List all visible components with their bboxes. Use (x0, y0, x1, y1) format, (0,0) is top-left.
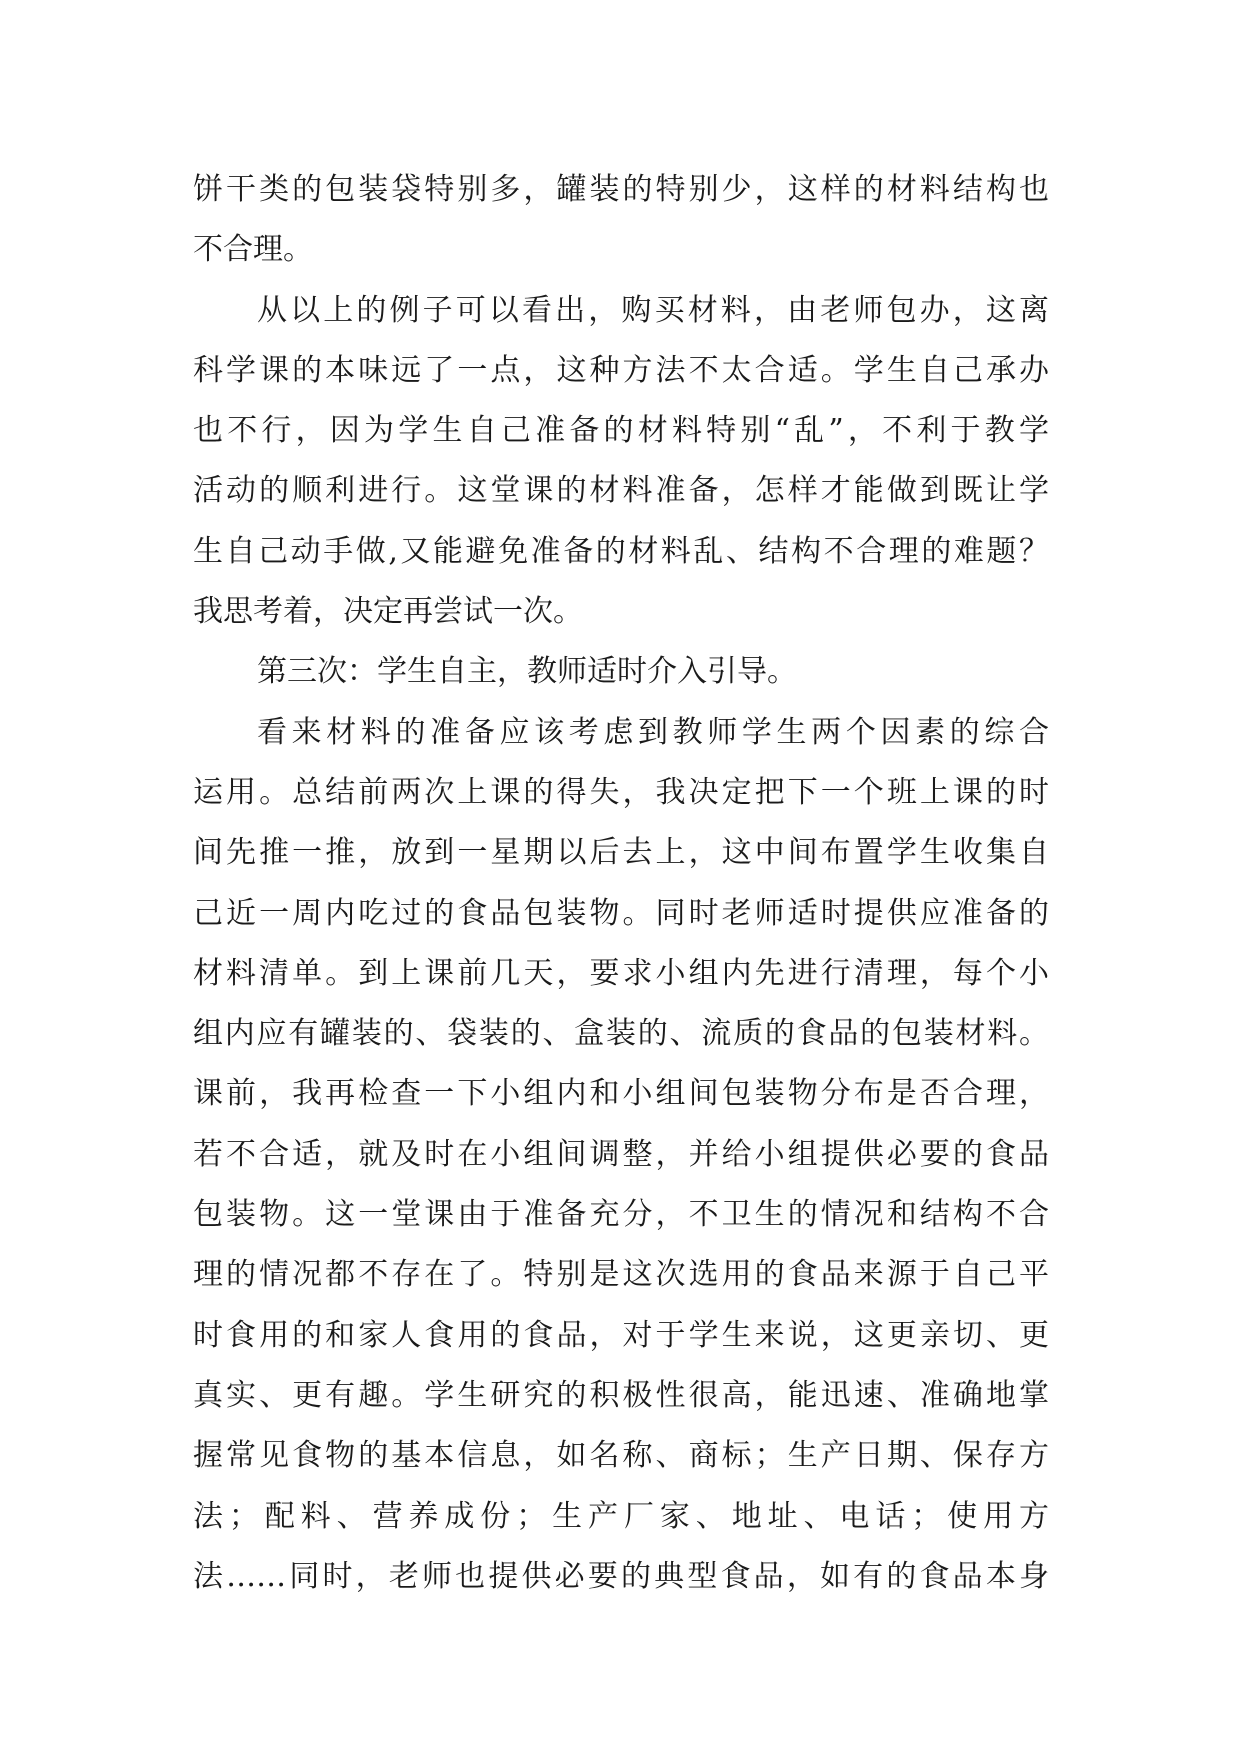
text-line: 组内应有罐装的、袋装的、盒装的、流质的食品的包装材料。 (193, 1016, 1049, 1052)
text-line: 活动的顺利进行。这堂课的材料准备，怎样才能做到既让学 (193, 473, 1049, 509)
text-line: 课前，我再检查一下小组内和小组间包装物分布是否合理， (193, 1076, 1049, 1112)
text-line: 材料清单。到上课前几天，要求小组内先进行清理，每个小 (193, 955, 1049, 991)
body-text (193, 160, 1049, 1607)
text-line: 理的情况都不存在了。特别是这次选用的食品来源于自己平 (193, 1257, 1049, 1293)
text-line: 法；配料、营养成份；生产厂家、地址、电话；使用方 (193, 1498, 1049, 1534)
text-line: 真实、更有趣。学生研究的积极性很高，能迅速、准确地掌 (193, 1377, 1049, 1413)
text-line: 间先推一推，放到一星期以后去上，这中间布置学生收集自 (193, 835, 1049, 871)
text-line: 第三次：学生自主，教师适时介入引导。 (257, 654, 797, 690)
text-line: 饼干类的包装袋特别多，罐装的特别少，这样的材料结构也 (193, 172, 1049, 207)
text-line: 运用。总结前两次上课的得失，我决定把下一个班上课的时 (193, 774, 1049, 810)
text-line: 若不合适，就及时在小组间调整，并给小组提供必要的食品 (193, 1136, 1049, 1172)
text-line: 我思考着，决定再尝试一次。 (193, 594, 583, 630)
text-line: 包装物。这一堂课由于准备充分，不卫生的情况和结构不合 (193, 1197, 1049, 1233)
text-line: 法……同时，老师也提供必要的典型食品，如有的食品本身 (193, 1558, 1049, 1594)
text-line: 己近一周内吃过的食品包装物。同时老师适时提供应准备的 (193, 895, 1049, 931)
text-line: 生自己动手做,又能避免准备的材料乱、结构不合理的难题？ (193, 533, 1049, 569)
text-line: 科学课的本味远了一点，这种方法不太合适。学生自己承办 (193, 352, 1049, 388)
text-line: 握常见食物的基本信息，如名称、商标；生产日期、保存方 (193, 1438, 1049, 1474)
text-line: 从以上的例子可以看出，购买材料，由老师包办，这离 (257, 292, 1049, 328)
text-line: 也不行，因为学生自己准备的材料特别“乱”，不利于教学 (193, 413, 1049, 449)
text-line: 不合理。 (193, 232, 313, 268)
text-line: 时食用的和家人食用的食品，对于学生来说，这更亲切、更 (193, 1317, 1049, 1353)
text-line: 看来材料的准备应该考虑到教师学生两个因素的综合 (257, 714, 1049, 750)
